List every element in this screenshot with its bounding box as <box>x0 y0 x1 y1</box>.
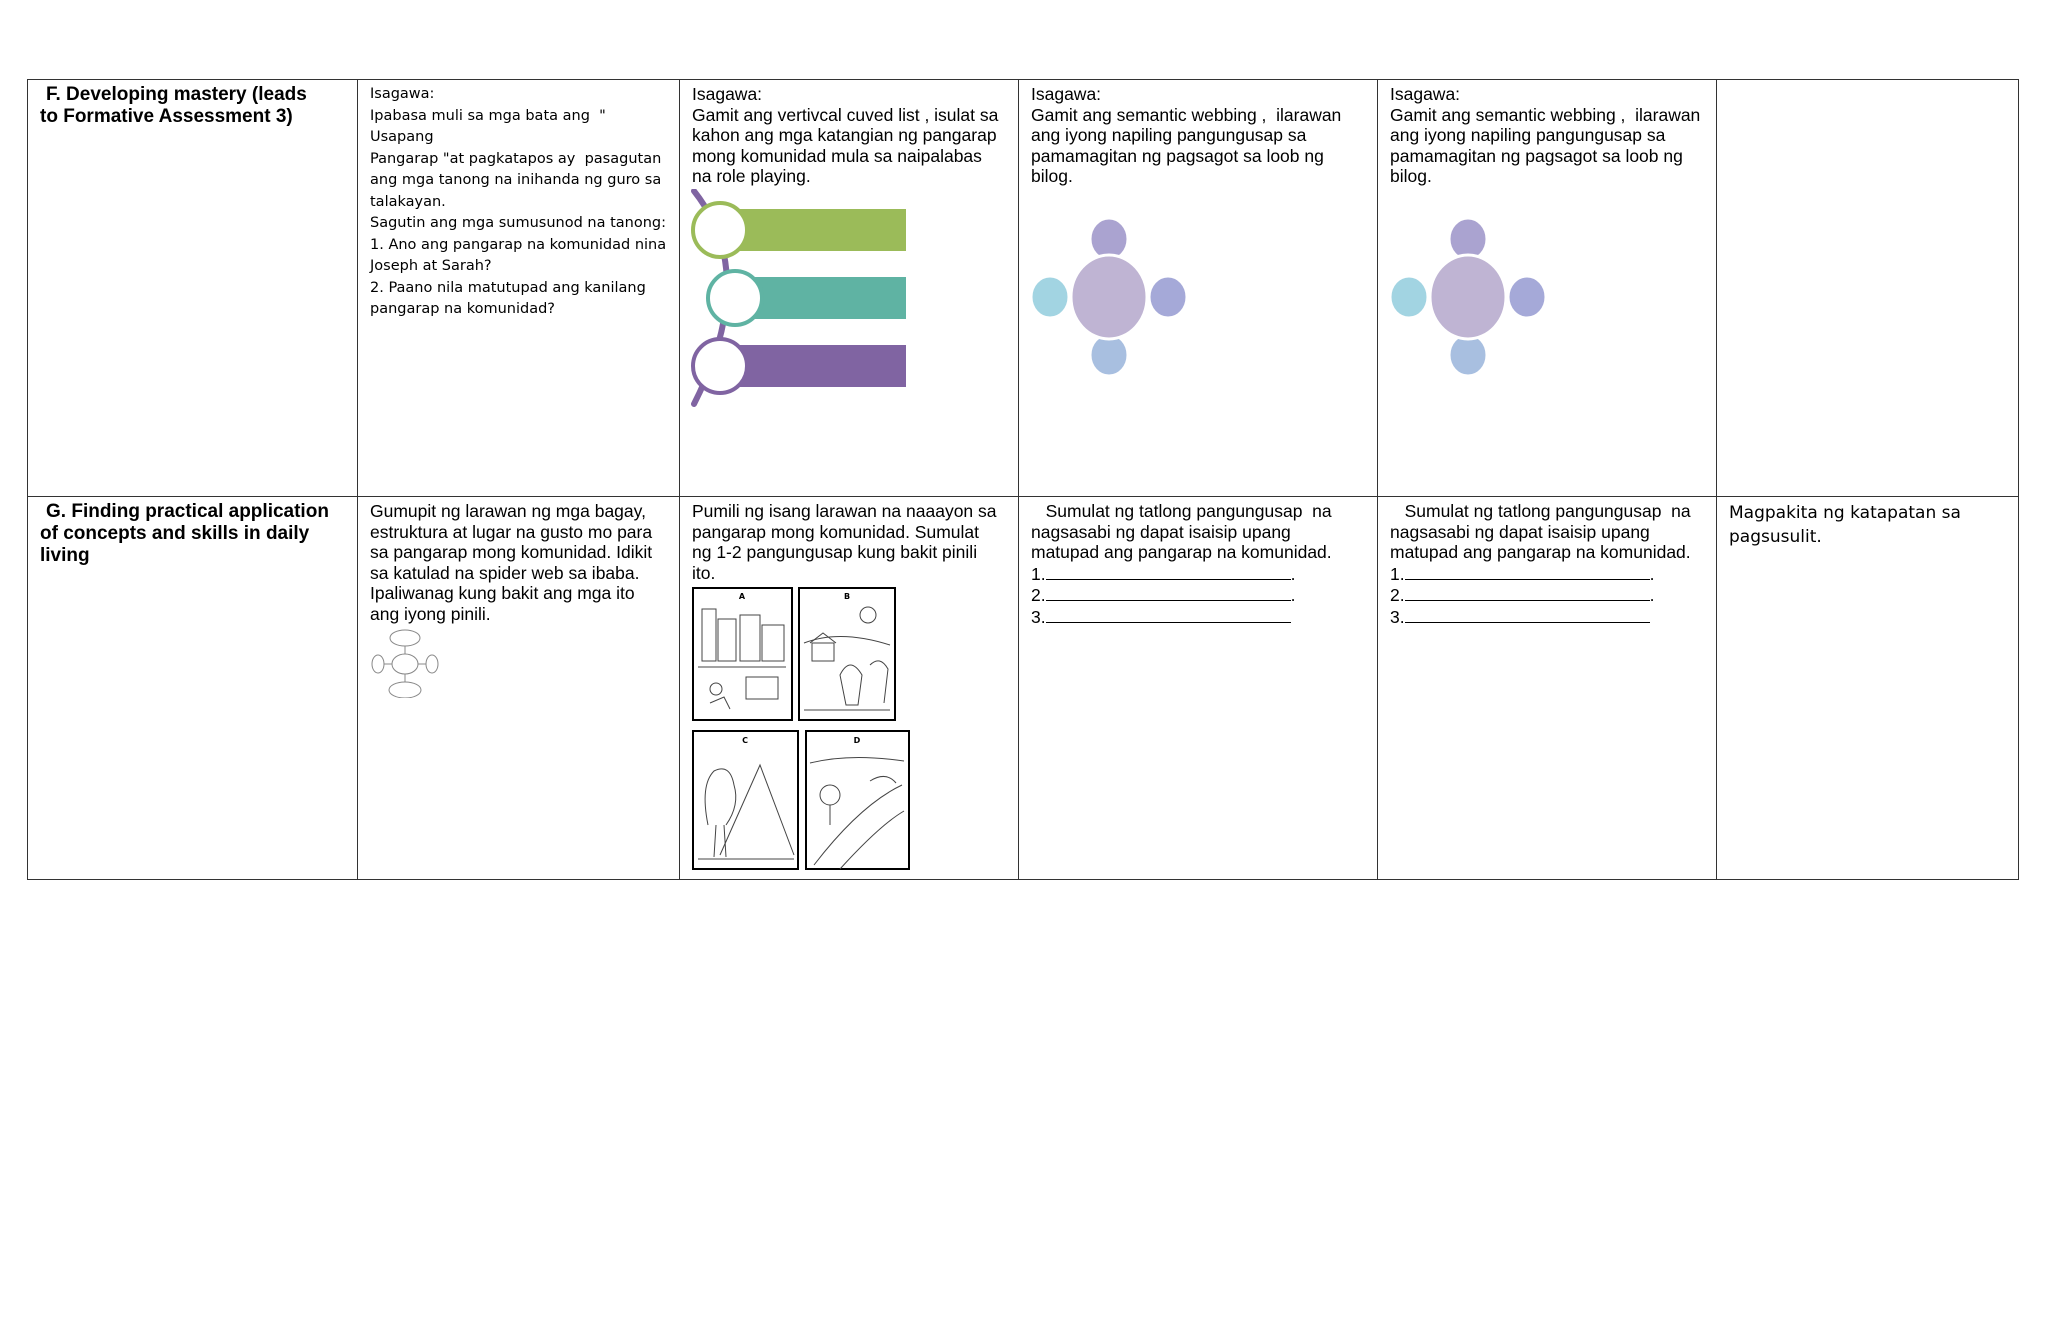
day1-instructions: Gumupit ng larawan ng mga bagay, estruktura at lugar na gusto mo para sa pangarap mong komunidad. Idikit sa katulad na spider web sa ibaba. Ipaliwanag kung bakit ang mga ito ang iyong pinili. <box>370 501 653 624</box>
day5-cell <box>1717 497 2019 880</box>
row-heading-cell <box>28 497 358 880</box>
day3-cell <box>1019 497 1378 880</box>
answer-line[interactable]: 2. . <box>1031 585 1296 605</box>
day2-instructions: Pumili ng isang larawan na naaayon sa pangarap mong komunidad. Sumulat ng 1-2 pangungusap kung bakit pinili ito. <box>692 501 997 583</box>
picture-d-river <box>806 731 909 869</box>
web-node-center <box>1071 255 1147 339</box>
day3-cell <box>1019 80 1378 497</box>
answer-line[interactable]: 1. . <box>1031 563 1296 584</box>
picture-c-mountain <box>693 731 798 869</box>
day1-cell <box>358 497 680 880</box>
day4-instructions: Isagawa: Gamit ang semantic webbing , ilarawan ang iyong napiling pangungusap sa pamamagitan ng pagsagot sa loob ng bilog. <box>1390 84 1701 186</box>
answer-line[interactable]: 1. . <box>1390 563 1655 584</box>
web-node-left <box>1390 276 1428 318</box>
curved-list-circle-3 <box>693 339 747 393</box>
curved-list-circle-2 <box>708 271 762 325</box>
day2-cell <box>680 80 1019 497</box>
row-practical-application <box>28 497 2019 880</box>
day3-instructions: Sumulat ng tatlong pangungusap na nagsasabi ng dapat isaisip upang matupad ang pangarap na komunidad. 1. . 2. . 3. <box>1031 501 1367 627</box>
semantic-web-diagram <box>1388 211 1548 381</box>
answer-line[interactable]: 3. <box>1390 606 1706 628</box>
spider-web-center <box>392 654 418 674</box>
day3-instructions: Isagawa: Gamit ang semantic webbing , ilarawan ang iyong napiling pangungusap sa pamamagitan ng pagsagot sa loob ng bilog. <box>1031 84 1342 186</box>
day1-cell <box>358 80 680 497</box>
curved-list-circle-1 <box>693 203 747 257</box>
spider-web-diagram <box>370 628 440 698</box>
svg-text:C: C <box>742 736 748 745</box>
day2-cell <box>680 497 1019 880</box>
semantic-web-diagram <box>1029 211 1189 381</box>
lesson-plan-table <box>27 79 2019 880</box>
web-node-right <box>1149 276 1187 318</box>
answer-line[interactable]: 2. . <box>1390 585 1655 605</box>
row-heading: F. Developing mastery (leads to Formative Assessment 3) <box>40 84 307 127</box>
svg-text:A: A <box>738 592 746 601</box>
spider-web-top <box>390 630 420 646</box>
web-node-left <box>1031 276 1069 318</box>
web-node-center <box>1430 255 1506 339</box>
picture-choices <box>690 585 920 875</box>
spider-web-bottom <box>389 682 421 698</box>
picture-b-farm <box>799 588 895 720</box>
row-heading-cell <box>28 80 358 497</box>
row-heading: G. Finding practical application of concepts and skills in daily living <box>40 501 329 566</box>
day4-cell <box>1378 80 1717 497</box>
svg-text:B: B <box>843 592 851 601</box>
day4-cell <box>1378 497 1717 880</box>
svg-text:D: D <box>853 736 861 745</box>
day1-instructions: Isagawa: Ipabasa muli sa mga bata ang " Usapang Pangarap "at pagkatapos ay pasagutan ang mga tanong na inihanda ng guro sa talakayan. Sagutin ang mga sumusunod na tanong: 1. Ano ang pangarap na komunidad nina Joseph at Sarah? 2. Paano nila matutupad ang kanilang pangarap na komunidad? <box>370 86 667 317</box>
day5-instructions: Magpakita ng katapatan sa pagsusulit. <box>1729 503 1961 547</box>
day4-instructions: Sumulat ng tatlong pangungusap na nagsasabi ng dapat isaisip upang matupad ang pangarap na komunidad. 1. . 2. . 3. <box>1390 501 1706 627</box>
row-developing-mastery <box>28 80 2019 497</box>
web-node-right <box>1508 276 1546 318</box>
vertical-curved-list-diagram <box>690 189 910 409</box>
picture-a-city <box>693 588 792 720</box>
answer-line[interactable]: 3. <box>1031 606 1367 628</box>
spider-web-right <box>426 655 438 673</box>
day2-instructions: Isagawa: Gamit ang vertivcal cuved list , isulat sa kahon ang mga katangian ng pangarap mong komunidad mula sa naipalabas na role playing. <box>692 84 999 186</box>
spider-web-left <box>372 655 384 673</box>
day5-cell <box>1717 80 2019 497</box>
